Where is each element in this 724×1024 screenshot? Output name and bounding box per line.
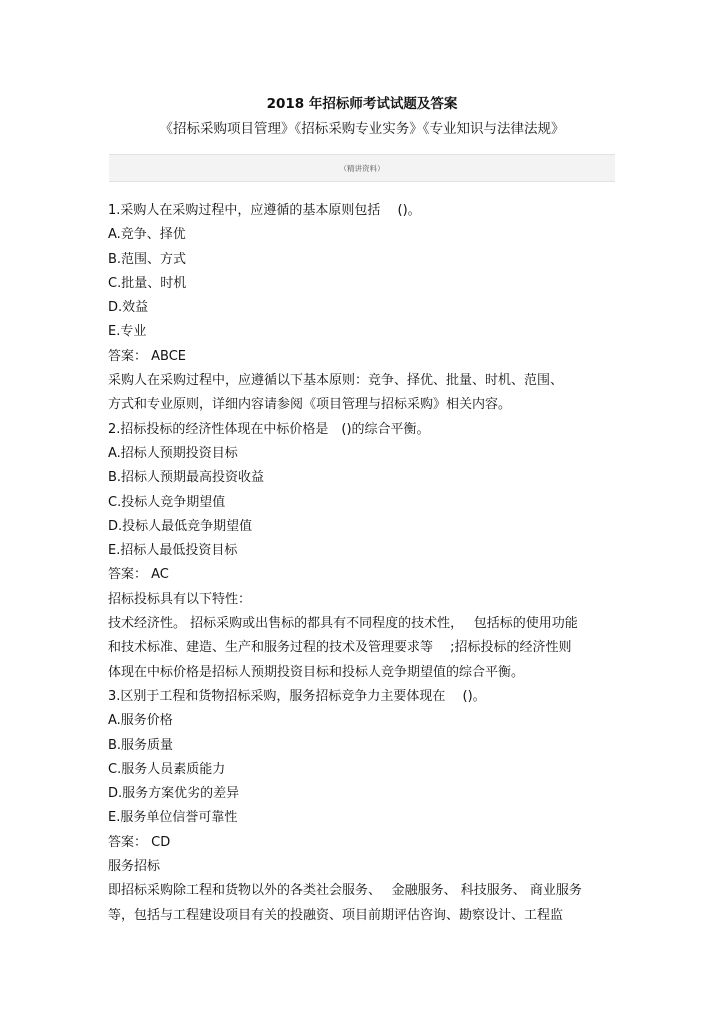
text-line: E.服务单位信誉可靠性 bbox=[108, 810, 238, 826]
banner-text: （精讲资料） bbox=[339, 164, 385, 173]
document-title: 2018 年招标师考试试题及答案 bbox=[266, 96, 458, 112]
text-line: D.服务方案优劣的差异 bbox=[108, 786, 240, 802]
text-line: C.服务人员素质能力 bbox=[108, 761, 226, 777]
text-line: B.服务质量 bbox=[108, 737, 174, 753]
text-line: A.服务价格 bbox=[108, 713, 173, 729]
text-line: 采购人在采购过程中，应遵循以下基本原则：竞争、择优、批量、时机、范围、 bbox=[108, 373, 564, 389]
text-line: E.专业 bbox=[108, 324, 147, 340]
text-line: 服务招标 bbox=[108, 859, 161, 875]
text-line: 答案： ABCE bbox=[108, 348, 187, 364]
text-line: 答案： CD bbox=[108, 834, 171, 850]
text-line: 2.招标投标的经济性体现在中标价格是 ()的综合平衡。 bbox=[108, 421, 430, 437]
text-line: C.批量、时机 bbox=[108, 275, 187, 291]
text-line: 答案： AC bbox=[108, 567, 169, 583]
document-subtitle: 《招标采购项目管理》《招标采购专业实务》《专业知识与法律法规》 bbox=[159, 121, 565, 137]
text-line: 等，包括与工程建设项目有关的投融资、项目前期评估咨询、勘察设计、工程监 bbox=[108, 907, 564, 923]
text-line: A.招标人预期投资目标 bbox=[108, 445, 238, 461]
text-line: B.招标人预期最高投资收益 bbox=[108, 470, 265, 486]
banner bbox=[109, 154, 615, 182]
text-line: A.竞争、择优 bbox=[108, 227, 186, 243]
text-line: 即招标采购除工程和货物以外的各类社会服务、 金融服务、 科技服务、 商业服务 bbox=[108, 883, 582, 899]
text-line: 和技术标准、建造、生产和服务过程的技术及管理要求等 ;招标投标的经济性则 bbox=[108, 640, 572, 656]
text-line: E.招标人最低投资目标 bbox=[108, 543, 238, 559]
text-line: 方式和专业原则，详细内容请参阅《项目管理与招标采购》相关内容。 bbox=[108, 397, 512, 413]
text-line: 技术经济性。 招标采购或出售标的都具有不同程度的技术性， 包括标的使用功能 bbox=[108, 616, 578, 632]
text-line: D.投标人最低竞争期望值 bbox=[108, 518, 253, 534]
document-body bbox=[108, 199, 628, 928]
text-line: C.投标人竞争期望值 bbox=[108, 494, 226, 510]
text-line: 1.采购人在采购过程中，应遵循的基本原则包括 ()。 bbox=[108, 203, 421, 218]
text-line: D.效益 bbox=[108, 300, 149, 316]
text-line: 招标投标具有以下特性： bbox=[108, 591, 252, 607]
text-line: 体现在中标价格是招标人预期投资目标和投标人竞争期望值的综合平衡。 bbox=[108, 664, 525, 680]
text-line: B.范围、方式 bbox=[108, 251, 187, 267]
text-line: 3.区别于工程和货物招标采购，服务招标竞争力主要体现在 ()。 bbox=[108, 688, 486, 704]
